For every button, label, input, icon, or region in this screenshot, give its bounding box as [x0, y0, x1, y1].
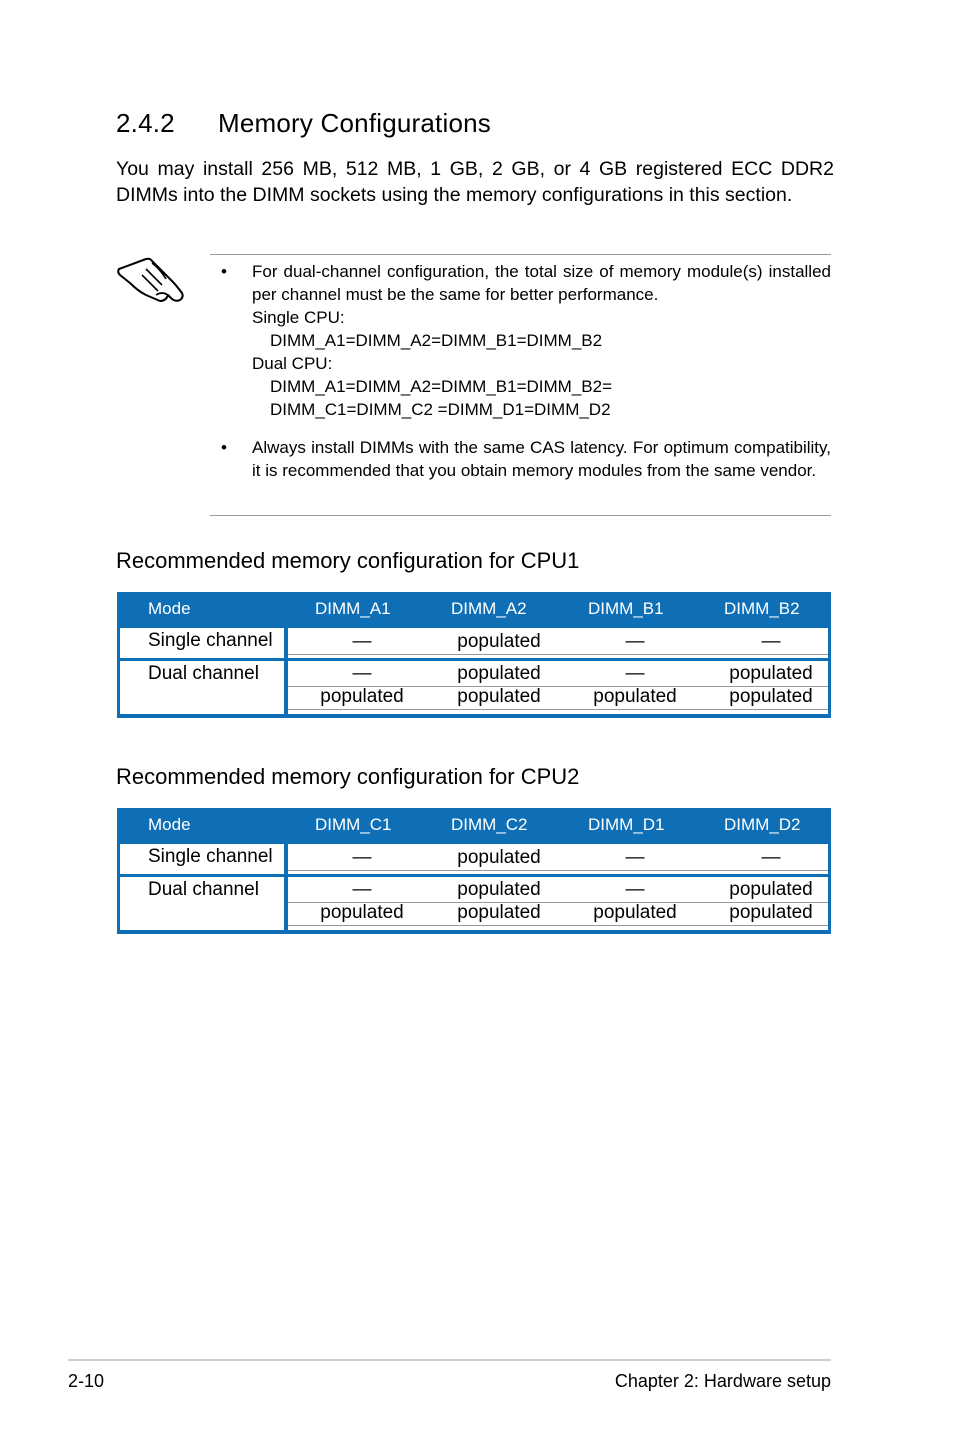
note-list: [218, 260, 831, 482]
values-cell: [288, 844, 828, 874]
table-row-dual: [120, 877, 828, 930]
dimm-value: —: [761, 847, 781, 868]
dimm-value: populated: [457, 847, 541, 868]
header-dimm-c1: DIMM_C1: [315, 815, 392, 834]
values-cell: [288, 628, 828, 658]
intro-paragraph: You may install 256 MB, 512 MB, 1 GB, 2 GB, or 4 GB registered ECC DDR2 DIMMs into the DIMM sockets using the memory configurations in this section.: [116, 158, 834, 206]
dimm-value: populated: [457, 663, 541, 684]
dimm-value: populated: [729, 879, 813, 900]
value-line: [288, 847, 828, 871]
table-header-row: [117, 592, 831, 626]
dimm-value: —: [352, 879, 372, 900]
hand-pointing-icon: [116, 255, 186, 307]
section-heading: [116, 108, 491, 139]
table-row-single: [120, 844, 828, 874]
note-item-dual-channel: [218, 260, 831, 421]
dimm-value: populated: [457, 686, 541, 707]
cpu1-config-table: [117, 592, 831, 718]
note-top-rule: [210, 254, 831, 255]
header-dimm-b1: DIMM_B1: [588, 599, 664, 618]
chapter-title: Chapter 2: Hardware setup: [614, 1371, 831, 1391]
dimm-value: —: [625, 663, 645, 684]
cpu2-config-table: [117, 808, 831, 934]
value-line: [288, 686, 828, 710]
mode-cell: [120, 877, 284, 930]
single-cpu-label: Single CPU:: [252, 308, 345, 327]
dimm-value: populated: [457, 879, 541, 900]
dual-cpu-value-line2: DIMM_C1=DIMM_C2 =DIMM_D1=DIMM_D2: [270, 400, 611, 419]
dimm-value: —: [625, 847, 645, 868]
section-title: Memory Configurations: [218, 108, 491, 138]
header-mode: Mode: [148, 815, 191, 834]
mode-label: Single channel: [148, 846, 273, 867]
value-line: [288, 631, 828, 655]
values-cell: [288, 877, 828, 930]
note-text: For dual-channel configuration, the total size of memory module(s) installed per channel must be the same for better performance.: [252, 262, 831, 304]
dual-cpu-label: Dual CPU:: [252, 354, 333, 373]
note-text: Always install DIMMs with the same CAS latency. For optimum compatibility, it is recommended that you obtain memory modules from the same vendor.: [252, 438, 831, 480]
mode-cell: [120, 844, 284, 874]
dimm-value: —: [625, 879, 645, 900]
mode-cell: [120, 661, 284, 714]
mode-label: Dual channel: [148, 663, 259, 684]
dimm-value: —: [352, 847, 372, 868]
dual-cpu-value-line1: DIMM_A1=DIMM_A2=DIMM_B1=DIMM_B2=: [270, 377, 612, 396]
dimm-value: populated: [457, 631, 541, 652]
header-dimm-d1: DIMM_D1: [588, 815, 665, 834]
section-number: 2.4.2: [116, 108, 175, 138]
cpu1-table-title: Recommended memory configuration for CPU1: [116, 548, 580, 573]
header-dimm-a2: DIMM_A2: [451, 599, 527, 618]
table-header-row: [117, 808, 831, 842]
header-dimm-a1: DIMM_A1: [315, 599, 391, 618]
page-number: 2-10: [68, 1371, 105, 1391]
value-line: [288, 902, 828, 926]
dimm-value: —: [352, 631, 372, 652]
cpu2-table-title: Recommended memory configuration for CPU2: [116, 764, 580, 789]
mode-label: Single channel: [148, 630, 273, 651]
header-dimm-d2: DIMM_D2: [724, 815, 801, 834]
single-cpu-value: DIMM_A1=DIMM_A2=DIMM_B1=DIMM_B2: [270, 331, 603, 350]
value-line: [288, 879, 828, 903]
dimm-value: populated: [729, 686, 813, 707]
bullet: •: [221, 438, 227, 457]
header-mode: Mode: [148, 599, 191, 618]
header-dimm-c2: DIMM_C2: [451, 815, 528, 834]
table-row-dual: [120, 661, 828, 714]
dimm-value: —: [625, 631, 645, 652]
dimm-value: populated: [593, 686, 677, 707]
dimm-value: populated: [320, 686, 404, 707]
footer-rule: [68, 1359, 831, 1361]
header-dimm-b2: DIMM_B2: [724, 599, 800, 618]
table-row-single: [120, 628, 828, 658]
note-bottom-rule: [210, 515, 831, 516]
dimm-value: populated: [729, 902, 813, 923]
dimm-value: populated: [729, 663, 813, 684]
mode-label: Dual channel: [148, 879, 259, 900]
values-cell: [288, 661, 828, 714]
bullet: •: [221, 262, 227, 281]
dimm-value: —: [352, 663, 372, 684]
dimm-value: populated: [457, 902, 541, 923]
mode-cell: [120, 628, 284, 658]
dimm-value: populated: [593, 902, 677, 923]
note-item-cas-latency: [218, 436, 831, 482]
value-line: [288, 663, 828, 687]
dimm-value: —: [761, 631, 781, 652]
dimm-value: populated: [320, 902, 404, 923]
